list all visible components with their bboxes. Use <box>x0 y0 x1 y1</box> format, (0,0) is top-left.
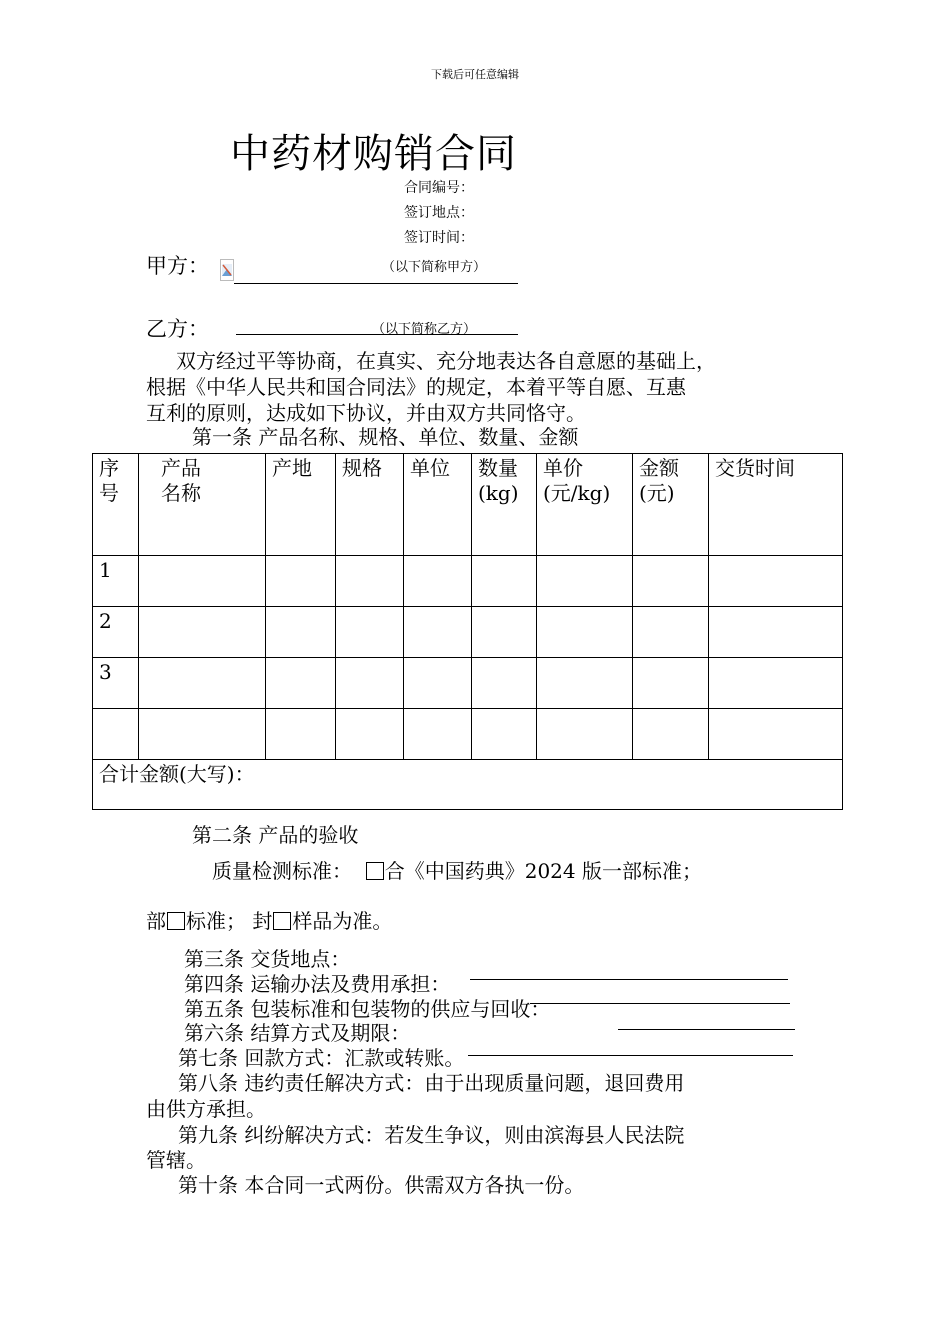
pharmacopoeia-option: 合《中国药典》2024 版一部标准； <box>384 859 702 883</box>
header-cell-seq: 序 号 <box>93 454 139 556</box>
table-cell[interactable] <box>537 556 633 607</box>
checkbox-icon[interactable] <box>167 912 185 930</box>
table-cell[interactable] <box>336 607 404 658</box>
article-3: 第三条 交货地点： <box>184 947 351 971</box>
page-header-note: 下载后可任意编辑 <box>431 68 519 81</box>
party-a-note: （以下简称甲方） <box>382 260 487 275</box>
header-cell-origin: 产地 <box>266 454 336 556</box>
table-cell[interactable] <box>266 607 336 658</box>
table-cell[interactable] <box>139 607 266 658</box>
table-cell[interactable] <box>633 658 709 709</box>
article-5: 第五条 包装标准和包装物的供应与回收： <box>184 997 551 1021</box>
intro-line-1: 双方经过平等协商，在真实、充分地表达各自意愿的基础上， <box>176 349 716 373</box>
header-cell-unit-price: 单价 (元/kg) <box>537 454 633 556</box>
party-a-underline <box>234 283 518 284</box>
table-cell[interactable] <box>139 556 266 607</box>
sample-option: 样品为准。 <box>292 909 393 933</box>
intro-line-2: 根据《中华人民共和国合同法》的规定，本着平等自愿、互惠 <box>146 375 686 399</box>
document-title: 中药材购销合同 <box>230 131 517 177</box>
sign-place-label: 签订地点： <box>404 205 474 221</box>
table-cell[interactable] <box>709 556 843 607</box>
quality-standard-label: 质量检测标准： <box>212 859 352 883</box>
table-cell[interactable] <box>336 658 404 709</box>
row-seq: 2 <box>93 607 139 658</box>
article-10: 第十条 本合同一式两份。供需双方各执一份。 <box>178 1173 585 1197</box>
header-cell-product-name: 产品 名称 <box>139 454 266 556</box>
table-row <box>93 607 843 658</box>
table-cell[interactable] <box>537 658 633 709</box>
row-seq: 3 <box>93 658 139 709</box>
party-b-note: （以下简称乙方） <box>372 322 477 337</box>
table-row <box>93 658 843 709</box>
article-9-continued: 管辖。 <box>146 1148 206 1172</box>
row-seq <box>93 709 139 760</box>
checkbox-icon[interactable] <box>273 912 291 930</box>
total-amount-cell[interactable] <box>93 760 843 810</box>
contract-number-label: 合同编号： <box>404 180 474 196</box>
table-cell[interactable] <box>266 658 336 709</box>
article-5-underline <box>530 1003 790 1004</box>
table-cell[interactable] <box>336 556 404 607</box>
header-cell-delivery-time: 交货时间 <box>709 454 843 556</box>
table-cell[interactable] <box>633 709 709 760</box>
table-cell[interactable] <box>404 607 472 658</box>
article-6: 第六条 结算方式及期限： <box>184 1021 411 1045</box>
table-cell[interactable] <box>472 709 537 760</box>
row-seq: 1 <box>93 556 139 607</box>
header-cell-unit: 单位 <box>404 454 472 556</box>
article-8: 第八条 违约责任解决方式：由于出现质量问题，退回费用 <box>178 1071 685 1095</box>
header-cell-spec: 规格 <box>336 454 404 556</box>
table-cell[interactable] <box>404 556 472 607</box>
table-row <box>93 709 843 760</box>
table-cell[interactable] <box>537 607 633 658</box>
intro-line-3: 互利的原则，达成如下协议，并由双方共同恪守。 <box>146 401 586 425</box>
table-cell[interactable] <box>537 709 633 760</box>
article-7-underline <box>468 1055 793 1056</box>
article-2-title: 第二条 产品的验收 <box>192 823 359 847</box>
standard-options-line <box>146 908 392 934</box>
table-cell[interactable] <box>709 658 843 709</box>
table-cell[interactable] <box>633 607 709 658</box>
ministry-option-suffix: 标准； 封 <box>186 909 273 933</box>
party-b-label: 乙方： <box>146 317 209 341</box>
table-cell[interactable] <box>709 709 843 760</box>
broken-image-icon <box>220 259 234 281</box>
article-6-underline <box>618 1029 795 1030</box>
article-1-title: 第一条 产品名称、规格、单位、数量、金额 <box>192 425 579 449</box>
table-cell[interactable] <box>472 607 537 658</box>
table-cell[interactable] <box>139 658 266 709</box>
quality-standard-line <box>212 858 702 884</box>
table-total-row <box>93 760 843 810</box>
article-9: 第九条 纠纷解决方式：若发生争议，则由滨海县人民法院 <box>178 1123 685 1147</box>
article-8-continued: 由供方承担。 <box>146 1097 266 1121</box>
party-a-label: 甲方： <box>146 254 209 278</box>
header-cell-amount: 金额 (元) <box>633 454 709 556</box>
product-table <box>92 453 843 810</box>
table-cell[interactable] <box>472 658 537 709</box>
table-cell[interactable] <box>404 709 472 760</box>
sign-time-label: 签订时间： <box>404 230 474 246</box>
article-4: 第四条 运输办法及费用承担： <box>184 972 451 996</box>
table-cell[interactable] <box>633 556 709 607</box>
header-cell-quantity: 数量 (kg) <box>472 454 537 556</box>
ministry-option-prefix: 部 <box>146 909 166 933</box>
table-row <box>93 556 843 607</box>
article-7: 第七条 回款方式：汇款或转账。 <box>178 1046 465 1070</box>
table-cell[interactable] <box>404 658 472 709</box>
checkbox-icon[interactable] <box>366 862 384 880</box>
table-header-row <box>93 454 843 556</box>
article-4-underline <box>470 979 788 980</box>
table-cell[interactable] <box>139 709 266 760</box>
table-cell[interactable] <box>709 607 843 658</box>
table-cell[interactable] <box>266 556 336 607</box>
table-cell[interactable] <box>266 709 336 760</box>
total-amount-label: 合计金额(大写)： <box>99 762 255 786</box>
table-cell[interactable] <box>472 556 537 607</box>
table-cell[interactable] <box>336 709 404 760</box>
party-b-underline <box>236 334 518 335</box>
